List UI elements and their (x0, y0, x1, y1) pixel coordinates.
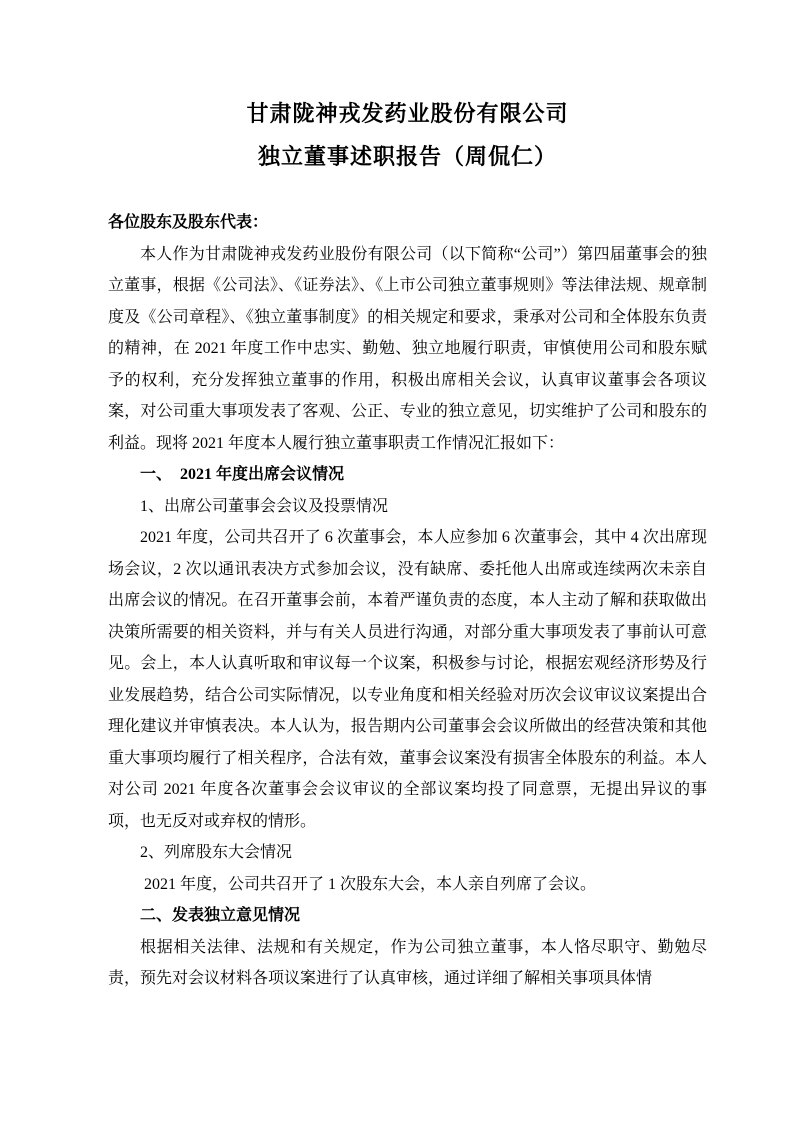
report-title: 独立董事述职报告（周侃仁） (257, 144, 557, 169)
section1-sub1-paragraph: 2021 年度，公司共召开了 6 次董事会，本人应参加 6 次董事会，其中 4 次出席现场会议，2 次以通讯表决方式参加会议，没有缺席、委托他人出席或连续两次未亲自出席会议的情况。在召开董事会前，本着严谨负责的态度，本人主动了解和获取做出决策所需要的相关资料，并与有关人员进行沟通，对部分重大事项发表了事前认可意见。会上，本人认真听取和审议每一个议案，积极参与讨论，根据宏观经济形势及行业发展趋势，结合公司实际情况，以专业角度和相关经验对历次会议审议议案提出合理化建议并审慎表决。本人认为，报告期内公司董事会会议所做出的经营决策和其他重大事项均履行了相关程序，合法有效，董事会议案没有损害全体股东的利益。本人对公司 2021 年度各次董事会会议审议的全部议案均投了同意票，无提出异议的事项，也无反对或弃权的情形。 (108, 529, 707, 830)
section2-paragraph: 根据相关法律、法规和有关规定，作为公司独立董事，本人恪尽职守、勤勉尽责，预先对会议材料各项议案进行了认真审核，通过详细了解相关事项具体情 (108, 938, 707, 987)
company-name-title: 甘肃陇神戎发药业股份有限公司 (246, 101, 569, 126)
salutation: 各位股东及股东代表： (108, 214, 269, 231)
section2-heading: 二、发表独立意见情况 (140, 907, 301, 924)
section1-sub1-heading: 1、出席公司董事会会议及投票情况 (140, 497, 389, 515)
section1-sub2-heading: 2、列席股东大会情况 (140, 844, 293, 861)
section1-sub2-paragraph: 2021 年度，公司共召开了 1 次股东大会，本人亲自列席了会议。 (140, 875, 597, 893)
title-block (108, 92, 707, 178)
section1-heading: 一、 2021 年度出席会议情况 (140, 466, 345, 483)
intro-paragraph: 本人作为甘肃陇神戎发药业股份有限公司（以下简称“公司”）第四届董事会的独立董事，根据《公司法》、《证券法》、《上市公司独立董事规则》等法律法规、规章制度及《公司章程》、《独立董事制度》的相关规定和要求，秉承对公司和全体股东负责的精神，在 2021 年度工作中忠实、勤勉、独立地履行职责，审慎使用公司和股东赋予的权利，充分发挥独立董事的作用，积极出席相关会议，认真审议董事会各项议案，对公司重大事项发表了客观、公正、专业的独立意见，切实维护了公司和股东的利益。现将 2021 年度本人履行独立董事职责工作情况汇报如下： (108, 245, 707, 452)
